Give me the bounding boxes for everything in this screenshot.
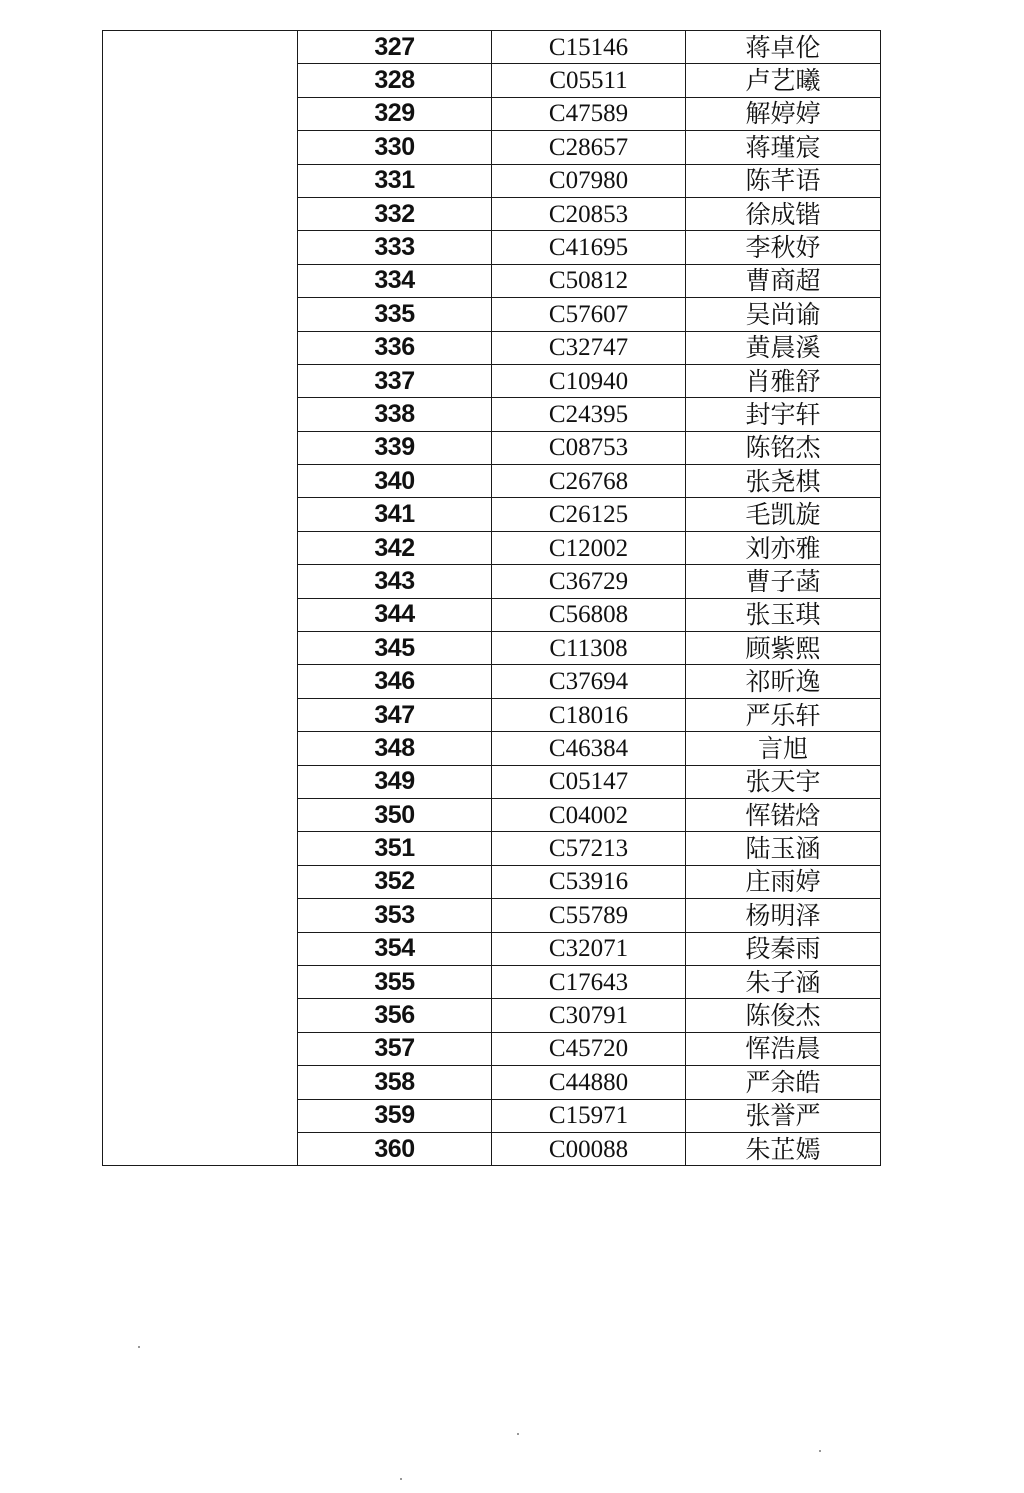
sequence-number-cell: 350 [298, 798, 492, 831]
student-id-cell: C57213 [492, 832, 686, 865]
student-name-cell: 徐成锴 [686, 197, 881, 230]
group-cell [103, 31, 298, 1166]
sequence-number-cell: 356 [298, 999, 492, 1032]
student-id-cell: C11308 [492, 632, 686, 665]
table-row [103, 31, 881, 64]
student-id-cell: C15971 [492, 1099, 686, 1132]
student-name-cell: 庄雨婷 [686, 865, 881, 898]
sequence-number-cell: 342 [298, 531, 492, 564]
scan-speck [517, 1433, 519, 1435]
student-id-cell: C18016 [492, 698, 686, 731]
sequence-number-cell: 345 [298, 632, 492, 665]
sequence-number-cell: 328 [298, 64, 492, 97]
student-name-cell: 蒋卓伦 [686, 31, 881, 64]
student-name-cell: 朱子涵 [686, 965, 881, 998]
student-name-cell: 陆玉涵 [686, 832, 881, 865]
student-name-cell: 陈俊杰 [686, 999, 881, 1032]
student-id-cell: C28657 [492, 131, 686, 164]
student-id-cell: C45720 [492, 1032, 686, 1065]
student-id-cell: C10940 [492, 364, 686, 397]
student-name-cell: 恽浩晨 [686, 1032, 881, 1065]
scan-speck [819, 1450, 821, 1452]
sequence-number-cell: 355 [298, 965, 492, 998]
student-id-cell: C53916 [492, 865, 686, 898]
sequence-number-cell: 332 [298, 197, 492, 230]
student-name-cell: 张玉琪 [686, 598, 881, 631]
student-id-cell: C36729 [492, 565, 686, 598]
student-name-cell: 曹子菡 [686, 565, 881, 598]
student-id-cell: C55789 [492, 899, 686, 932]
student-name-cell: 解婷婷 [686, 97, 881, 130]
student-id-cell: C44880 [492, 1066, 686, 1099]
sequence-number-cell: 354 [298, 932, 492, 965]
student-id-cell: C47589 [492, 97, 686, 130]
sequence-number-cell: 343 [298, 565, 492, 598]
student-name-cell: 蒋瑾宸 [686, 131, 881, 164]
student-name-cell: 恽锘焓 [686, 798, 881, 831]
student-name-cell: 陈铭杰 [686, 431, 881, 464]
student-id-cell: C05511 [492, 64, 686, 97]
student-name-cell: 黄晨溪 [686, 331, 881, 364]
student-name-cell: 毛凯旋 [686, 498, 881, 531]
student-name-cell: 言旭 [686, 732, 881, 765]
student-name-cell: 刘亦雅 [686, 531, 881, 564]
sequence-number-cell: 347 [298, 698, 492, 731]
sequence-number-cell: 344 [298, 598, 492, 631]
student-id-cell: C15146 [492, 31, 686, 64]
scan-speck [138, 1346, 140, 1348]
sequence-number-cell: 336 [298, 331, 492, 364]
student-id-cell: C07980 [492, 164, 686, 197]
sequence-number-cell: 357 [298, 1032, 492, 1065]
student-name-cell: 杨明泽 [686, 899, 881, 932]
sequence-number-cell: 327 [298, 31, 492, 64]
student-id-cell: C05147 [492, 765, 686, 798]
student-name-cell: 肖雅舒 [686, 364, 881, 397]
student-name-cell: 朱芷嫣 [686, 1132, 881, 1165]
student-name-cell: 张天宇 [686, 765, 881, 798]
sequence-number-cell: 333 [298, 231, 492, 264]
sequence-number-cell: 341 [298, 498, 492, 531]
sequence-number-cell: 352 [298, 865, 492, 898]
sequence-number-cell: 330 [298, 131, 492, 164]
student-id-cell: C26768 [492, 465, 686, 498]
sequence-number-cell: 359 [298, 1099, 492, 1132]
sequence-number-cell: 331 [298, 164, 492, 197]
student-id-cell: C17643 [492, 965, 686, 998]
student-id-cell: C08753 [492, 431, 686, 464]
sequence-number-cell: 340 [298, 465, 492, 498]
sequence-number-cell: 348 [298, 732, 492, 765]
roster-table [102, 30, 881, 1166]
student-name-cell: 封宇轩 [686, 398, 881, 431]
student-id-cell: C56808 [492, 598, 686, 631]
student-name-cell: 张尧棋 [686, 465, 881, 498]
sequence-number-cell: 346 [298, 665, 492, 698]
student-name-cell: 陈芊语 [686, 164, 881, 197]
student-id-cell: C20853 [492, 197, 686, 230]
student-name-cell: 严乐轩 [686, 698, 881, 731]
student-name-cell: 吴尚谕 [686, 298, 881, 331]
student-id-cell: C32747 [492, 331, 686, 364]
student-name-cell: 曹商超 [686, 264, 881, 297]
student-name-cell: 段秦雨 [686, 932, 881, 965]
student-id-cell: C30791 [492, 999, 686, 1032]
sequence-number-cell: 351 [298, 832, 492, 865]
student-name-cell: 张誉严 [686, 1099, 881, 1132]
scan-speck [400, 1478, 402, 1480]
student-name-cell: 祁昕逸 [686, 665, 881, 698]
roster-body [103, 31, 881, 1166]
student-id-cell: C12002 [492, 531, 686, 564]
sequence-number-cell: 335 [298, 298, 492, 331]
student-id-cell: C26125 [492, 498, 686, 531]
sequence-number-cell: 353 [298, 899, 492, 932]
student-id-cell: C41695 [492, 231, 686, 264]
sequence-number-cell: 339 [298, 431, 492, 464]
sequence-number-cell: 329 [298, 97, 492, 130]
sequence-number-cell: 338 [298, 398, 492, 431]
student-id-cell: C57607 [492, 298, 686, 331]
sequence-number-cell: 349 [298, 765, 492, 798]
student-id-cell: C37694 [492, 665, 686, 698]
student-id-cell: C00088 [492, 1132, 686, 1165]
student-name-cell: 卢艺曦 [686, 64, 881, 97]
student-id-cell: C46384 [492, 732, 686, 765]
sequence-number-cell: 358 [298, 1066, 492, 1099]
sequence-number-cell: 360 [298, 1132, 492, 1165]
sequence-number-cell: 334 [298, 264, 492, 297]
student-id-cell: C04002 [492, 798, 686, 831]
student-name-cell: 李秋妤 [686, 231, 881, 264]
student-id-cell: C50812 [492, 264, 686, 297]
student-name-cell: 顾紫熙 [686, 632, 881, 665]
student-name-cell: 严余皓 [686, 1066, 881, 1099]
student-id-cell: C24395 [492, 398, 686, 431]
sequence-number-cell: 337 [298, 364, 492, 397]
student-id-cell: C32071 [492, 932, 686, 965]
